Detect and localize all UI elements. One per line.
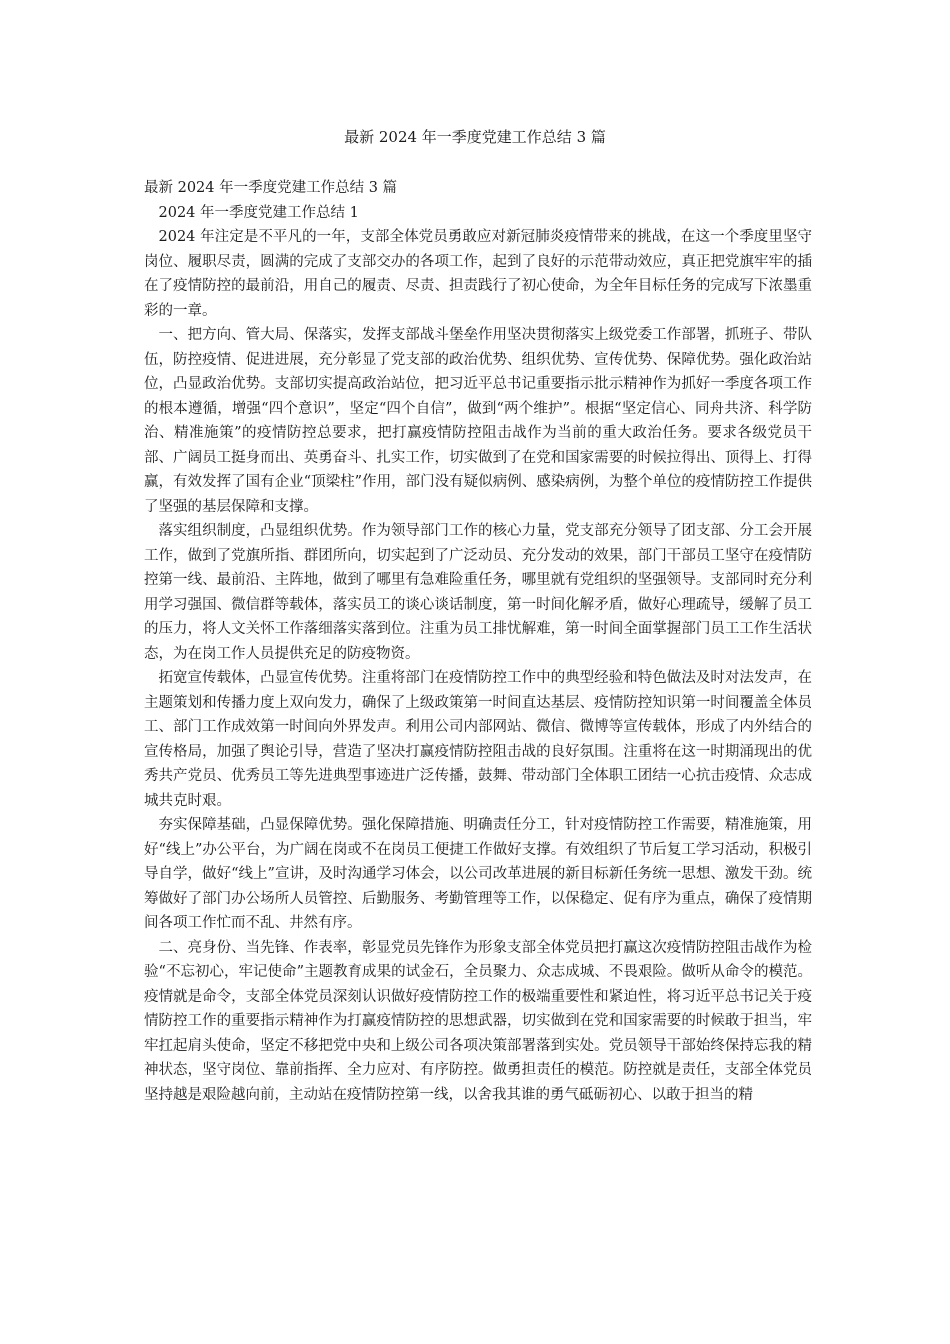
paragraph-section-two: 二、亮身份、当先锋、作表率，彰显党员先锋作为形象支部全体党员把打赢这次疫情防控阻击战作为检验“不忘初心，牢记使命”主题教育成果的试金石，全员聚力、众志成城、不畏艰险。做听从命令的模范。疫情就是命令，支部全体党员深刻认识做好疫情防控工作的极端重要性和紧迫性，将习近平总书记关于疫情防控工作的重要指示精神作为打赢疫情防控的思想武器，切实做到在党和国家需要的时候敢于担当，牢牢扛起肩头使命，坚定不移把党中央和上级公司各项决策部署落到实处。党员领导干部始终保持忘我的精神状态，坚守岗位、靠前指挥、全力应对、有序防控。做勇担责任的模范。防控就是责任，支部全体党员坚持越是艰险越向前，主动站在疫情防控第一线，以舍我其谁的勇气砥砺初心、以敢于担当的精 <box>144 939 812 1103</box>
paragraph-publicity: 拓宽宣传载体，凸显宣传优势。注重将部门在疫情防控工作中的典型经验和特色做法及时对法发声，在主题策划和传播力度上双向发力，确保了上级政策第一时间直达基层、疫情防控知识第一时间覆盖全体员工、部门工作成效第一时间向外界发声。利用公司内部网站、微信、微博等宣传载体，形成了内外结合的宣传格局，加强了舆论引导，营造了坚决打赢疫情防控阻击战的良好氛围。注重将在这一时期涌现出的优秀共产党员、优秀员工等先进典型事迹进广泛传播，鼓舞、带动部门全体职工团结一心抗击疫情、众志成城共克时艰。 <box>144 670 812 809</box>
paragraph-support: 夯实保障基础，凸显保障优势。强化保障措施、明确责任分工，针对疫情防控工作需要，精准施策，用好“线上”办公平台，为广阔在岗或不在岗员工便捷工作做好支撑。有效组织了节后复工学习活动，积极引导自学，做好“线上”宣讲，及时沟通学习体会，以公司改革进展的新目标新任务统一思想、激发干劲。统筹做好了部门办公场所人员管控、后勤服务、考勤管理等工作，以保稳定、促有序为重点，确保了疫情期间各项工作忙而不乱、井然有序。 <box>144 817 812 931</box>
document-body <box>144 176 812 1107</box>
paragraph-section-one: 一、把方向、管大局、保落实，发挥支部战斗堡垒作用坚决贯彻落实上级党委工作部署，抓班子、带队伍，防控疫情、促进进展，充分彰显了党支部的政治优势、组织优势、宣传优势、保障优势。强化政治站位，凸显政治优势。支部切实提高政治站位，把习近平总书记重要指示批示精神作为抓好一季度各项工作的根本遵循，增强“四个意识”，坚定“四个自信”，做到“两个维护”。根据“坚定信心、同舟共济、科学防治、精准施策”的疫情防控总要求，把打赢疫情防控阻击战作为当前的重大政治任务。要求各级党员干部、广阔员工挺身而出、英勇奋斗、扎实工作，切实做到了在党和国家需要的时候拉得出、顶得上、打得赢，有效发挥了国有企业“顶梁柱”作用，部门没有疑似病例、感染病例，为整个单位的疫情防控工作提供了坚强的基层保障和支撑。 <box>144 327 812 515</box>
section-heading: 2024 年一季度党建工作总结 1 <box>158 204 359 221</box>
paragraph-intro: 2024 年注定是不平凡的一年，支部全体党员勇敢应对新冠肺炎疫情带来的挑战，在这一个季度里坚守岗位、履职尽责，圆满的完成了支部交办的各项工作，起到了良好的示范带动效应，真正把党旗牢牢的插在了疫情防控的最前沿，用自己的履责、尽责、担责践行了初心使命，为全年目标任务的完成写下浓墨重彩的一章。 <box>144 229 812 319</box>
paragraph-organization: 落实组织制度，凸显组织优势。作为领导部门工作的核心力量，党支部充分领导了团支部、分工会开展工作，做到了党旗所指、群团所向，切实起到了广泛动员、充分发动的效果，部门干部员工坚守在疫情防控第一线、最前沿、主阵地，做到了哪里有急难险重任务，哪里就有党组织的坚强领导。支部同时充分利用学习强国、微信群等载体，落实员工的谈心谈话制度，第一时间化解矛盾，做好心理疏导，缓解了员工的压力，将人文关怀工作落细落实落到位。注重为员工排忧解难，第一时间全面掌握部门员工工作生活状态，为在岗工作人员提供充足的防疫物资。 <box>144 523 812 662</box>
document-subtitle: 最新 2024 年一季度党建工作总结 3 篇 <box>144 180 398 196</box>
document-title: 最新 2024 年一季度党建工作总结 3 篇 <box>344 128 606 146</box>
